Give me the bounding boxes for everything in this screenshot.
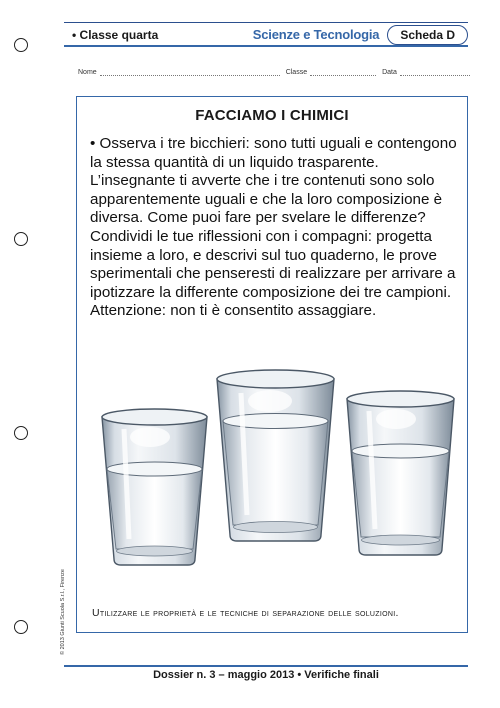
footer-rule	[64, 665, 468, 667]
exercise-title: FACCIAMO I CHIMICI	[195, 107, 349, 124]
student-info-fields	[78, 62, 468, 76]
binder-hole	[14, 232, 28, 246]
class-field[interactable]	[286, 69, 376, 76]
learning-objective: Utilizzare le proprietà e le tecniche di separazione delle soluzioni.	[92, 607, 399, 619]
class-level-label: • Classe quarta	[72, 27, 159, 42]
binder-hole	[14, 38, 28, 52]
three-water-glasses-icon	[77, 359, 467, 574]
date-field[interactable]	[382, 69, 470, 76]
header-rule	[64, 45, 468, 47]
name-field[interactable]	[78, 69, 280, 76]
header-top-line	[64, 22, 468, 23]
binder-hole	[14, 620, 28, 634]
copyright-text: © 2013 Giunti Scuola S.r.l., Firenze	[60, 569, 66, 655]
header-bar	[64, 24, 468, 45]
binder-hole	[14, 426, 28, 440]
copyright-notice	[60, 505, 70, 655]
footer-text: Dossier n. 3 – maggio 2013 • Verifiche finali	[153, 669, 379, 681]
scheda-badge: Scheda D	[387, 25, 468, 45]
glass-right	[347, 391, 454, 555]
exercise-frame	[76, 96, 468, 633]
glass-left	[102, 409, 207, 565]
name-field-label: Nome	[78, 69, 97, 76]
class-field-label: Classe	[285, 69, 308, 76]
date-field-label: Data	[382, 69, 397, 76]
class-field-line	[310, 69, 376, 76]
date-field-line	[400, 69, 470, 76]
name-field-line	[100, 69, 280, 76]
exercise-text: • Osserva i tre bicchieri: sono tutti uguali e contengono la stessa quantità di un liquido trasparente. L’insegnante ti avverte che i tre contenuti sono solo apparentemente uguali e che la loro composizione è diversa. Come puoi fare per svelare le differenze? Condividi le tue riflessioni con i compagni: progetta insieme a loro, e descrivi sul tuo quaderno, le prove sperimentali che penseresti di realizzare per arrivare a ipotizzare la differente composizione dei tre campioni. Attenzione: non ti è consentito assaggiare.	[90, 135, 457, 320]
glass-middle	[217, 370, 334, 541]
subject-title: Scienze e Tecnologia	[252, 27, 380, 42]
